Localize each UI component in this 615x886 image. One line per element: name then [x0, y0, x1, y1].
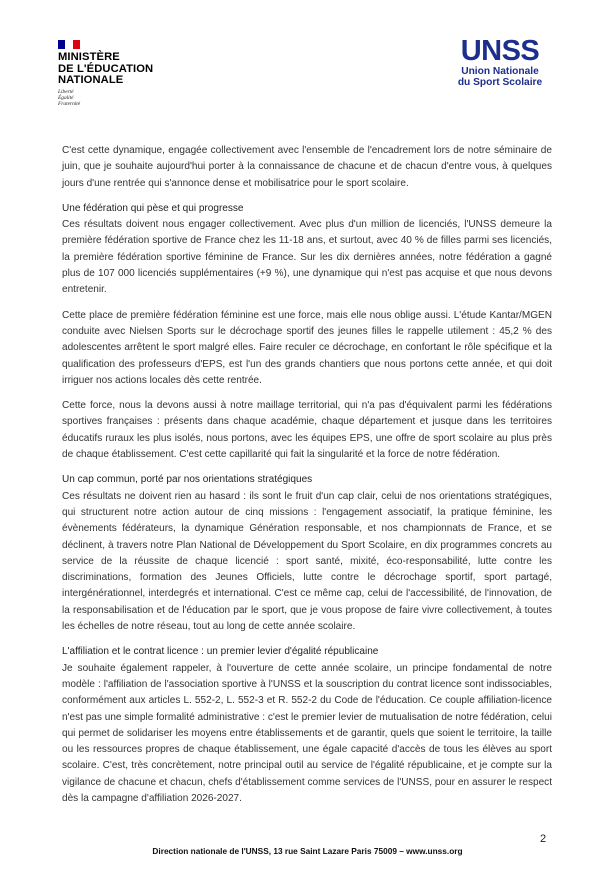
letter-body: [62, 143, 552, 807]
section-heading: Un cap commun, porté par nos orientations stratégiques: [62, 474, 313, 486]
ministry-name: MINISTÈRE DE L'ÉDUCATION NATIONALE: [58, 51, 154, 87]
section-heading: Une fédération qui pèse et qui progresse: [62, 202, 244, 214]
republic-motto: Liberté Égalité Fraternité: [58, 88, 81, 107]
intro-paragraph: C'est cette dynamique, engagée collectivement avec l'ensemble de l'encadrement lors de notre séminaire de juin, que je souhaite aujourd'hui porter à la connaissance de chacune et de chacun d'entre vous, à quelques jours d'une rentrée qui s'annonce dense et mobilisatrice pour le sport scolaire.: [62, 145, 552, 189]
body-paragraph: Cette force, nous la devons aussi à notre maillage territorial, qui n'a pas d'équivalent parmi les fédérations sportives françaises : présents dans chaque académie, chaque département et jusque dans les territoires éducatifs ruraux les plus isolés, nous portons, avec les équipes EPS, une offre de sport scolaire au plus près de chaque établissement. C'est cette capillarité qui fait la singularité et la force de notre fédération.: [62, 400, 552, 461]
body-paragraph: Je souhaite également rappeler, à l'ouverture de cette année scolaire, un principe fondamental de notre modèle : l'affiliation de l'association sportive à l'UNSS et la souscription du contrat licence sont indissociables, conformément aux articles L. 552-2, L. 552-3 et R. 552-2 du Code de l'éducation. Ce couple affiliation-licence n'est pas une simple formalité administrative : c'est le premier levier de mutualisation de notre fédération, celui qui permet de solidariser les moyens entre établissements et de garantir, quels que soient le territoire, la taille ou les ressources propres de chaque établissement, une égale capacité d'accès de tous les élèves au sport scolaire. C'est, très concrètement, notre principal outil au service de l'égalité républicaine, et je compte sur la vigilance de chacune et chacun, chefs d'établissement comme services de l'UNSS, pour en assurer le respect dès la campagne d'affiliation 2026-2027.: [62, 662, 552, 804]
unss-logo-line1: Union Nationale: [461, 66, 539, 77]
section-heading: L'affiliation et le contrat licence : un premier levier d'égalité républicaine: [62, 646, 379, 658]
unss-logo-line2: du Sport Scolaire: [457, 77, 543, 88]
body-paragraph: Ces résultats doivent nous engager collectivement. Avec plus d'un million de licenciés, l'UNSS demeure la première fédération sportive de France chez les 11-18 ans, et surtout, avec 40 % de filles parmi ses licenciés, la première fédération sportive féminine de France. Sur les dix dernières années, notre fédération a gagné plus de 107 000 licenciés supplémentaires (+9 %), une dynamique qui n'est pas acquise et que nous devons entretenir.: [62, 219, 552, 296]
ministry-logo: [58, 40, 153, 107]
french-flag-icon: [58, 40, 80, 49]
body-paragraph: Ces résultats ne doivent rien au hasard : ils sont le fruit d'un cap clair, celui de nos orientations stratégiques, qui structurent notre action autour de cinq missions : l'engagement associatif, la pratique féminine, les évènements fédérateurs, la dynamique Génération responsable, et nos championnats de France, et se déclinent, à travers notre Plan National de Développement du Sport Scolaire, en dix programmes concrets au service de la réussite de chaque licencié : sport santé, mixité, éco-responsabilité, lutte contre les discriminations, formation des Jeunes Officiels, lutte contre le décrochage sportif, sport partagé, intergénérationnel, interdegrés et international. C'est ce même cap, celui de l'accessibilité, de l'innovation, de la responsabilisation et de l'éducation par le sport, que je vous propose de faire vivre collectivement, à toutes les échelles de notre réseau, tout au long de cette année scolaire.: [62, 490, 552, 633]
page-number: 2: [540, 833, 547, 845]
unss-logo: [445, 36, 555, 88]
unss-logo-mark: UNSS: [460, 35, 540, 67]
body-paragraph: Cette place de première fédération féminine est une force, mais elle nous oblige aussi. L'étude Kantar/MGEN conduite avec Nielsen Sports sur le décrochage sportif des jeunes filles le rappelle utilement : 45,2 % des adolescentes arrêtent le sport malgré elles. Faire reculer ce décrochage, en confortant le rôle spécifique et la qualification des professeurs d'EPS, est l'un des grands chantiers que nous portons cette année, et qui doit irriguer nos actions locales dès cette rentrée.: [62, 309, 552, 386]
page-footer: Direction nationale de l'UNSS, 13 rue Saint Lazare Paris 75009 – www.unss.org: [152, 846, 463, 856]
